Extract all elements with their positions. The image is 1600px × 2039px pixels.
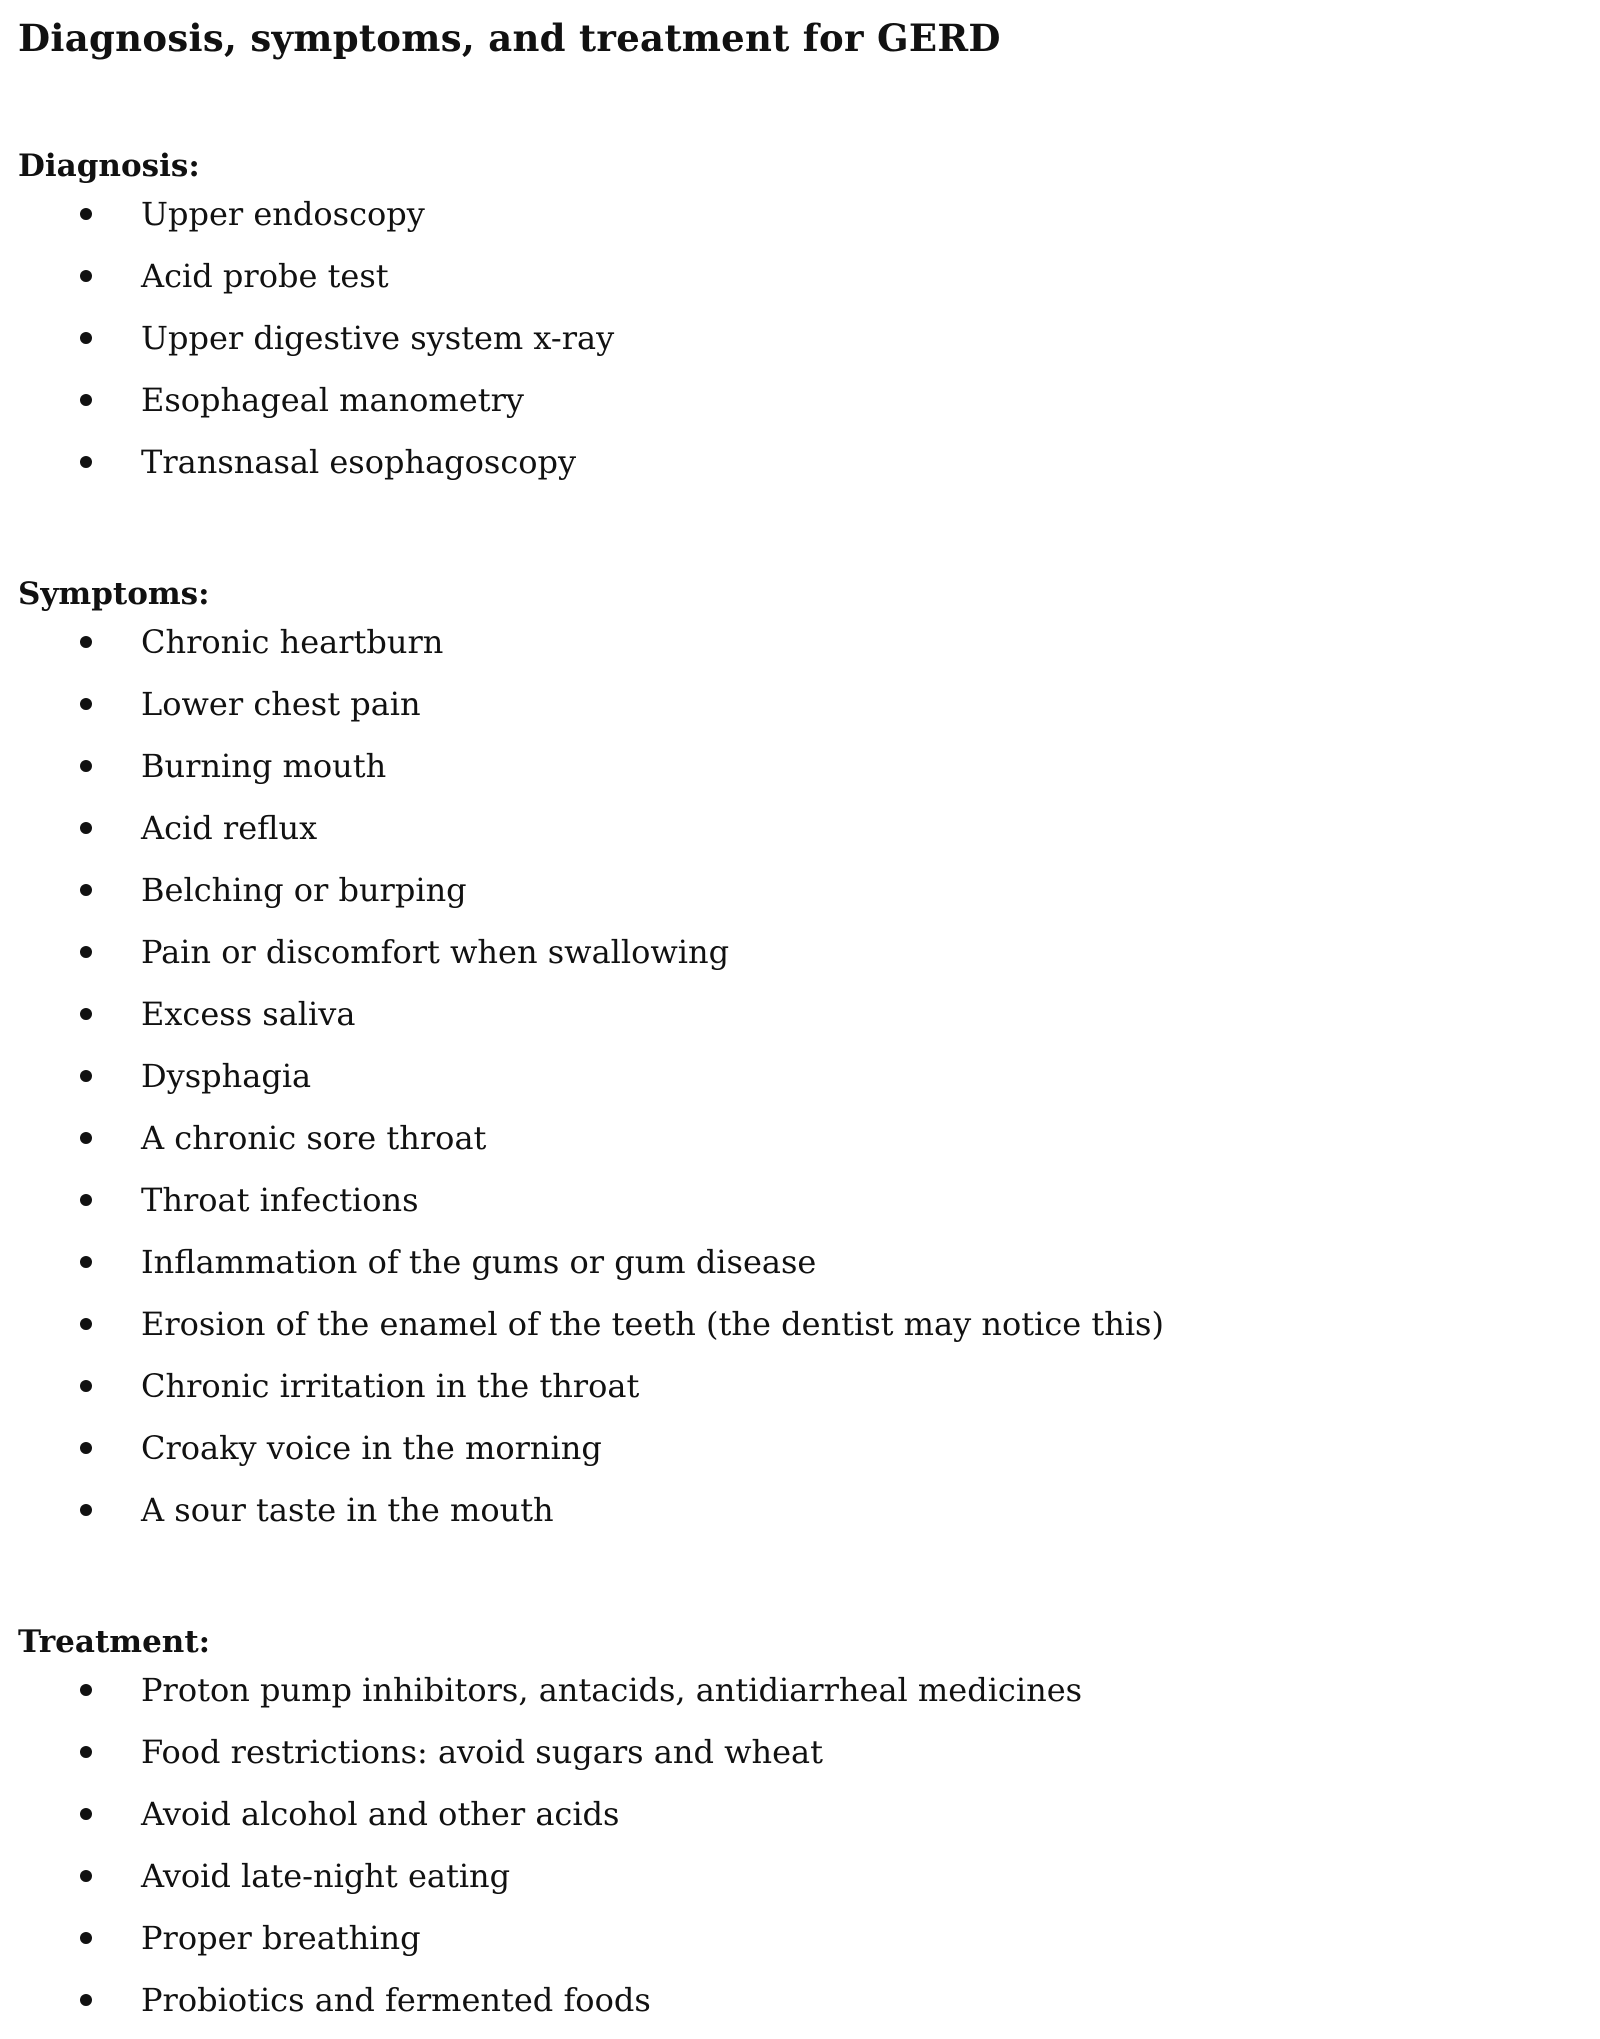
list-item-text: A sour taste in the mouth xyxy=(141,1491,554,1529)
bullet-icon xyxy=(80,394,92,406)
bullet-icon xyxy=(80,332,92,344)
list-item-text: Dysphagia xyxy=(141,1057,312,1095)
bullet-icon xyxy=(80,698,92,710)
list-item-text: Throat infections xyxy=(141,1181,419,1219)
list-item-text: Esophageal manometry xyxy=(141,381,524,419)
list-item-text: Excess saliva xyxy=(141,995,356,1033)
list-item-text: Chronic heartburn xyxy=(141,623,444,661)
list-item-text: Proper breathing xyxy=(141,1919,421,1957)
bullet-icon xyxy=(80,1256,92,1268)
bullet-icon xyxy=(80,1442,92,1454)
list-item-text: Acid probe test xyxy=(141,257,389,295)
bullet-icon xyxy=(80,822,92,834)
list-item-text: Probiotics and fermented foods xyxy=(141,1981,651,2019)
list-item-text: Chronic irritation in the throat xyxy=(141,1367,640,1405)
list-item-text: Belching or burping xyxy=(141,871,467,909)
bullet-icon xyxy=(80,884,92,896)
page-title: Diagnosis, symptoms, and treatment for GERD xyxy=(18,16,1001,60)
section-heading-symptoms: Symptoms: xyxy=(18,576,210,612)
list-item-text: Lower chest pain xyxy=(141,685,421,723)
list-item-text: Pain or discomfort when swallowing xyxy=(141,933,730,971)
list-item-text: Food restrictions: avoid sugars and wheat xyxy=(141,1733,823,1771)
bullet-icon xyxy=(80,1380,92,1392)
list-item-text: Proton pump inhibitors, antacids, antidiarrheal medicines xyxy=(141,1671,1083,1709)
list-item-text: Upper digestive system x-ray xyxy=(141,319,615,357)
list-item-text: Erosion of the enamel of the teeth (the dentist may notice this) xyxy=(141,1305,1164,1343)
list-item-text: Burning mouth xyxy=(141,747,387,785)
bullet-icon xyxy=(80,1808,92,1820)
bullet-icon xyxy=(80,1194,92,1206)
bullet-icon xyxy=(80,1994,92,2006)
list-item-text: A chronic sore throat xyxy=(141,1119,487,1157)
bullet-icon xyxy=(80,1132,92,1144)
bullet-icon xyxy=(80,1684,92,1696)
bullet-icon xyxy=(80,270,92,282)
list-item-text: Transnasal esophagoscopy xyxy=(141,443,577,481)
bullet-icon xyxy=(80,1070,92,1082)
bullet-icon xyxy=(80,1008,92,1020)
bullet-icon xyxy=(80,636,92,648)
bullet-icon xyxy=(80,1870,92,1882)
list-item-text: Acid reflux xyxy=(141,809,318,847)
list-item-text: Inflammation of the gums or gum disease xyxy=(141,1243,817,1281)
bullet-icon xyxy=(80,1932,92,1944)
section-heading-diagnosis: Diagnosis: xyxy=(18,148,200,184)
bullet-icon xyxy=(80,456,92,468)
bullet-icon xyxy=(80,760,92,772)
list-item-text: Avoid alcohol and other acids xyxy=(141,1795,620,1833)
list-item-text: Upper endoscopy xyxy=(141,195,425,233)
bullet-icon xyxy=(80,1318,92,1330)
list-item-text: Avoid late-night eating xyxy=(141,1857,511,1895)
section-heading-treatment: Treatment: xyxy=(18,1624,211,1660)
list-item-text: Croaky voice in the morning xyxy=(141,1429,602,1467)
bullet-icon xyxy=(80,208,92,220)
bullet-icon xyxy=(80,1504,92,1516)
bullet-icon xyxy=(80,1746,92,1758)
bullet-icon xyxy=(80,946,92,958)
